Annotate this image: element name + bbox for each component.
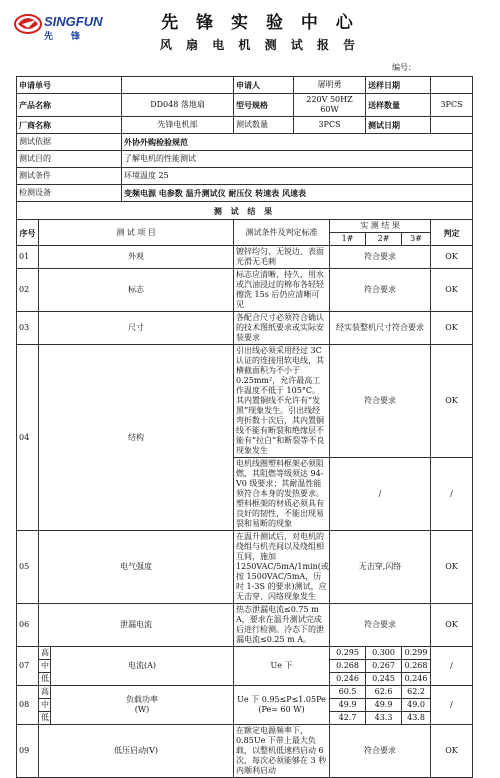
row-item: 结构 (39, 345, 234, 531)
results-section-title: 测 试 结 果 (17, 202, 473, 220)
row-no: 04 (17, 345, 39, 531)
table-row (17, 604, 473, 647)
value-cell: 60.5 (330, 686, 366, 699)
value-cell: 49.9 (366, 699, 402, 712)
singfun-logo (14, 10, 126, 42)
table-row (17, 531, 473, 604)
report-title: 风 扇 电 机 测 试 报 告 (159, 38, 361, 52)
col-header-no: 序号 (17, 220, 39, 246)
row-item: 低压启动(V) (39, 725, 234, 778)
row-judge: OK (431, 269, 473, 312)
value-cell: 42.7 (330, 712, 366, 725)
value-cell: 49.0 (402, 699, 431, 712)
row-no: 06 (17, 604, 39, 647)
info-row-conditions (17, 168, 473, 185)
row-condition: 热态泄漏电流≤0.75 m A，要求在温升测试完成后进行检测。冷态下的泄漏电流≤0.25 m A。 (234, 604, 330, 647)
manufacturer-value: 先锋电机部 (122, 117, 234, 134)
value-cell: 0.246 (402, 673, 431, 686)
col-header-judge: 判定 (431, 220, 473, 246)
value-cell: 0.268 (330, 660, 366, 673)
row-condition: 各配合尺寸必须符合确认的技术图纸要求或实际安装要求 (234, 312, 330, 345)
row-condition: 标志应清晰、持久，用水或汽油浸过的棉布各轻轻擦洗 15s 后仍应清晰可见 (234, 269, 330, 312)
row-condition: 镀锌均匀、无锐边、表面光滑无毛刺 (234, 246, 330, 269)
applicant-value: 屠明勇 (294, 77, 366, 94)
row-condition: Ue 下 (234, 647, 330, 686)
level-label: 中 (39, 660, 51, 673)
info-row-purpose (17, 151, 473, 168)
sample-col-3: 3# (402, 233, 431, 246)
row-result: 符合要求 (330, 246, 431, 269)
info-row-1 (17, 77, 473, 94)
row-judge: / (431, 686, 473, 725)
value-cell: 0.245 (366, 673, 402, 686)
label-test-basis: 测试依据 (17, 134, 122, 151)
row-item: 电流(A) (51, 647, 234, 686)
label-test-qty: 测试数量 (234, 117, 294, 134)
sample-col-1: 1# (330, 233, 366, 246)
number-label: 编号： (392, 63, 416, 72)
label-app-no: 申请单号 (17, 77, 122, 94)
model-value: 220V 50HZ 60W (294, 94, 366, 117)
table-row (17, 246, 473, 269)
value-cell: 0.267 (366, 660, 402, 673)
row-no: 09 (17, 725, 39, 778)
row-result: 符合要求 (330, 725, 431, 778)
value-cell: 0.299 (402, 647, 431, 660)
row-judge: OK (431, 531, 473, 604)
row-result: 经实装整机尺寸符合要求 (330, 312, 431, 345)
row-judge: OK (431, 345, 473, 458)
label-send-qty: 送样数量 (366, 94, 431, 117)
table-row (17, 345, 473, 458)
row-result: 无击穿,闪络 (330, 531, 431, 604)
row-item: 标志 (39, 269, 234, 312)
value-cell: 0.300 (366, 647, 402, 660)
row-result: 符合要求 (330, 604, 431, 647)
label-manufacturer: 厂商名称 (17, 117, 122, 134)
row-no: 02 (17, 269, 39, 312)
info-row-2 (17, 94, 473, 117)
row-judge: / (431, 647, 473, 686)
col-header-actual: 实 测 结 果 (330, 220, 431, 233)
label-model: 型号规格 (234, 94, 294, 117)
value-cell: 0.268 (402, 660, 431, 673)
row-condition: 电机线圈塑料框架必须阻燃，其阻燃等级须达 94-V0 级要求；其耐温性能须符合本身的发热要求。塑料框架的材质必须具有良好的韧性，不能出现易裂和易断的现象 (234, 458, 330, 531)
label-product-name: 产品名称 (17, 94, 122, 117)
row-result: 符合要求 (330, 269, 431, 312)
test-date-value (431, 117, 473, 134)
test-qty-value: 3PCS (294, 117, 366, 134)
label-applicant: 申请人 (234, 77, 294, 94)
value-cell: 62.6 (366, 686, 402, 699)
table-row (17, 647, 473, 660)
label-send-date: 送样日期 (366, 77, 431, 94)
value-cell: 0.246 (330, 673, 366, 686)
label-test-purpose: 测试目的 (17, 151, 122, 168)
row-item: 电气强度 (39, 531, 234, 604)
row-judge: OK (431, 604, 473, 647)
row-item: 泄漏电流 (39, 604, 234, 647)
value-cell: 49.9 (330, 699, 366, 712)
row-no: 07 (17, 647, 39, 686)
level-label: 高 (39, 647, 51, 660)
row-judge: / (431, 458, 473, 531)
row-no: 03 (17, 312, 39, 345)
equipment-value: 变频电源 电参数 温升测试仪 耐压仪 转速表 风速表 (122, 185, 473, 202)
col-header-condition: 测试条件及判定标准 (234, 220, 330, 246)
row-item: 外观 (39, 246, 234, 269)
table-row (17, 725, 473, 778)
test-conditions-value: 环境温度 25 (122, 168, 473, 185)
row-item: 尺寸 (39, 312, 234, 345)
send-date-value (431, 77, 473, 94)
row-judge: OK (431, 312, 473, 345)
info-row-equipment (17, 185, 473, 202)
row-judge: OK (431, 246, 473, 269)
row-condition: 在温升测试后，对电机的绕组与机壳间以及绕组相互间，施加 1250VAC/5mA/1min(或按 1500VAC/5mA，历时 1-3S 的要求)测试，应无击穿、闪络现象发生 (234, 531, 330, 604)
row-judge: OK (431, 725, 473, 778)
sample-col-2: 2# (366, 233, 402, 246)
level-label: 低 (39, 673, 51, 686)
level-label: 低 (39, 712, 51, 725)
row-item: 负载功率 (W) (51, 686, 234, 725)
results-header-row-1 (17, 220, 473, 233)
row-no: 01 (17, 246, 39, 269)
product-name-value: DD048 落地扇 (122, 94, 234, 117)
value-cell: 0.295 (330, 647, 366, 660)
label-equipment: 检测设备 (17, 185, 122, 202)
value-cell: 62.2 (402, 686, 431, 699)
table-row (17, 686, 473, 699)
results-title-row (17, 202, 473, 220)
report-org-title: 先 锋 实 验 中 心 (161, 13, 359, 33)
col-header-item: 测 试 项 目 (39, 220, 234, 246)
value-cell: 43.8 (402, 712, 431, 725)
row-no: 05 (17, 531, 39, 604)
table-row (17, 312, 473, 345)
app-no-value (122, 77, 234, 94)
row-condition: 引出线必须采用经过 3C 认证的连接用软电线，其横截面积为不小于 0.25mm²，允许最高工作温度不低于 105°C。其内置铜线不允许有“发黑”现象发生。引出线经弯折数十次后，其内置铜线不能有断裂和绝缘层不能有“拉白”和断裂等不良现象发生 (234, 345, 330, 458)
row-no: 08 (17, 686, 39, 725)
label-test-date: 测试日期 (366, 117, 431, 134)
info-row-basis (17, 134, 473, 151)
test-basis-value: 外协外购检验规范 (122, 134, 473, 151)
row-condition: 在额定电源频率下，0.85Ue 下带上最大负载，以整机低速档启动 6 次，每次必须能够在 3 秒内顺利启动 (234, 725, 330, 778)
logo-text: SINGFUN (44, 14, 103, 29)
logo-cn: 先锋 (44, 32, 99, 42)
level-label: 中 (39, 699, 51, 712)
row-result: / (330, 458, 431, 531)
report-table (16, 76, 473, 778)
value-cell: 43.3 (366, 712, 402, 725)
test-purpose-value: 了解电机的性能测试 (122, 151, 473, 168)
table-row (17, 269, 473, 312)
row-condition: Ue 下 0.95≤P≤1.05Pe (Pe= 60 W) (234, 686, 330, 725)
row-result: 符合要求 (330, 345, 431, 458)
label-test-conditions: 测试条件 (17, 168, 122, 185)
send-qty-value: 3PCS (431, 94, 473, 117)
level-label: 高 (39, 686, 51, 699)
info-row-3 (17, 117, 473, 134)
